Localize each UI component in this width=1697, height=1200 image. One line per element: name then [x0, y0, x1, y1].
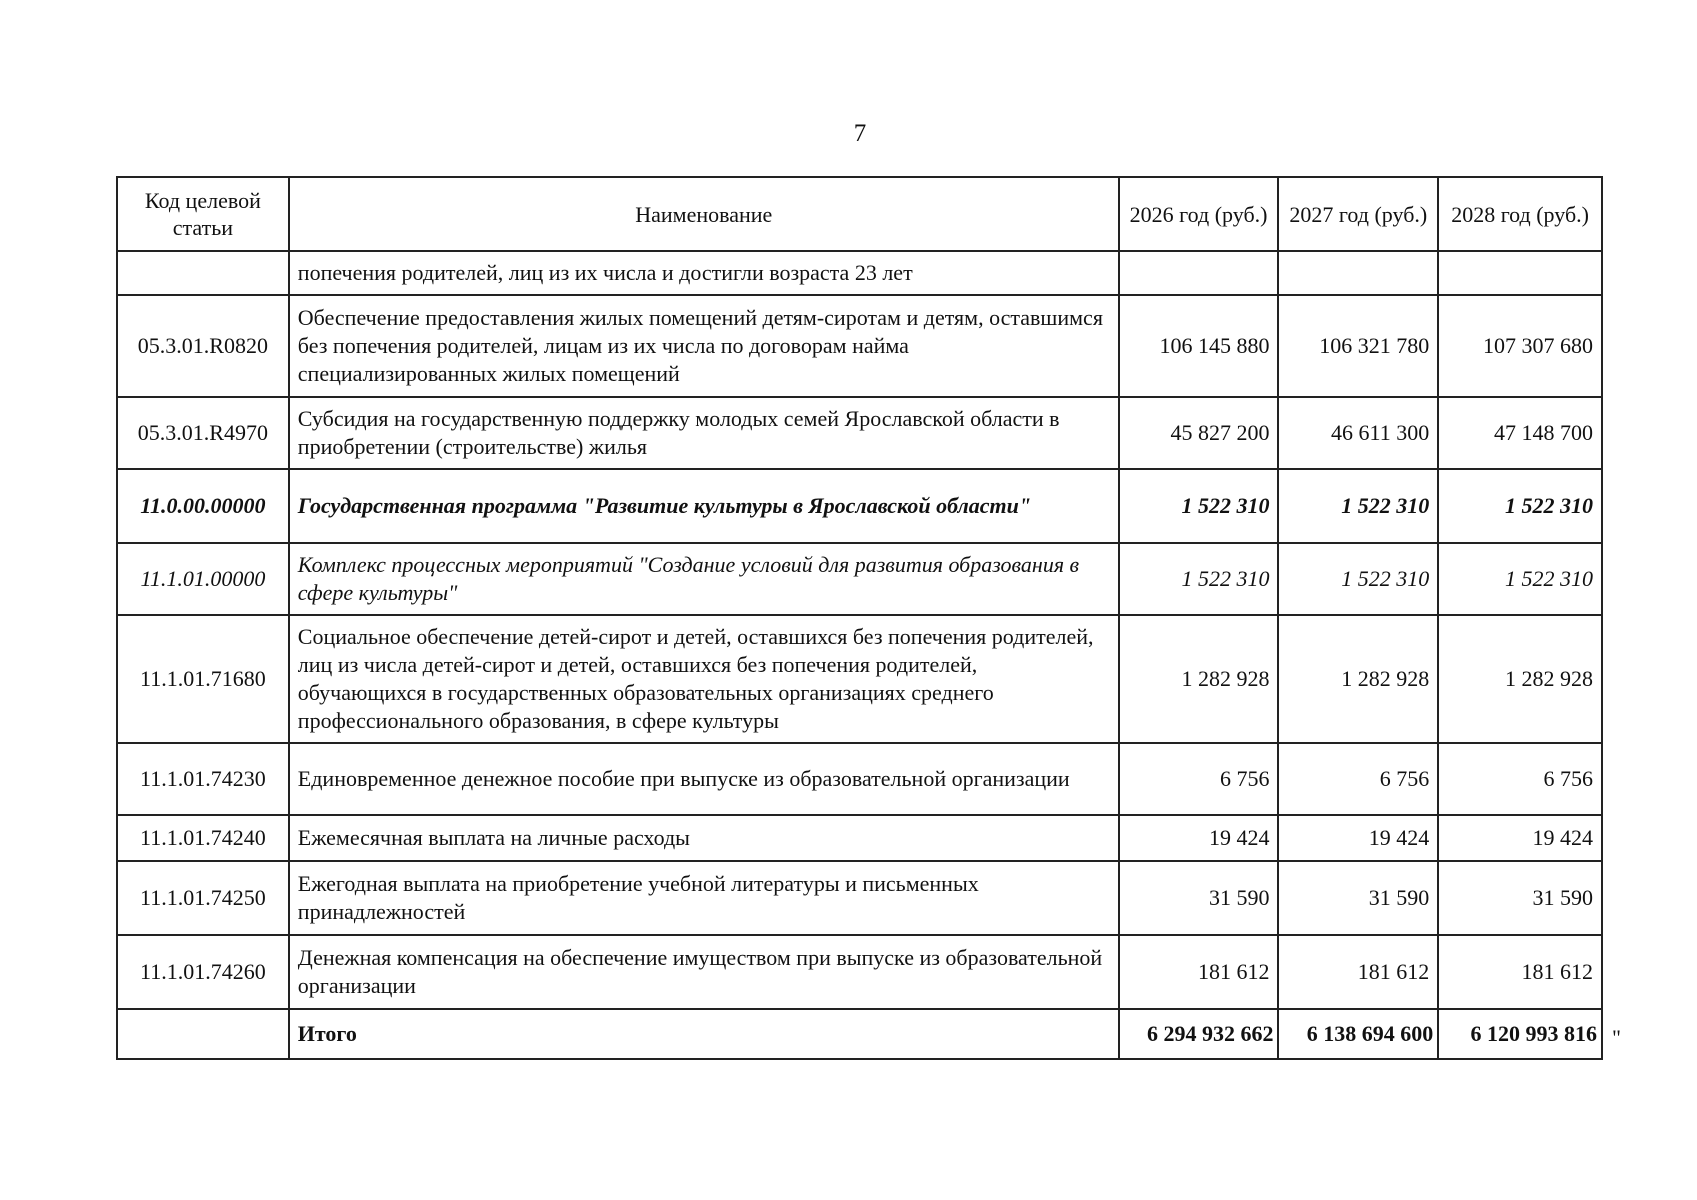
code-cell: 11.0.00.00000: [117, 469, 289, 543]
header-name: Наименование: [289, 177, 1119, 251]
value-2026: 181 612: [1119, 935, 1279, 1009]
name-cell: попечения родителей, лиц из их числа и достигли возраста 23 лет: [289, 251, 1119, 295]
value-2027: 31 590: [1278, 861, 1438, 935]
name-cell: Государственная программа "Развитие культуры в Ярославской области": [289, 469, 1119, 543]
value-2028: 181 612: [1438, 935, 1602, 1009]
name-cell: Социальное обеспечение детей-сирот и детей, оставшихся без попечения родителей, лиц из числа детей-сирот и детей, оставшихся без попечения родителей, обучающихся в государственных образовательных организациях среднего профессионального образования, в сфере культуры: [289, 615, 1119, 743]
header-2026: 2026 год (руб.): [1119, 177, 1279, 251]
page-number: 7: [853, 120, 867, 147]
total-2028: 6 120 993 816: [1438, 1009, 1602, 1059]
name-cell: Ежемесячная выплата на личные расходы: [289, 815, 1119, 861]
header-2027: 2027 год (руб.): [1278, 177, 1438, 251]
value-2027: 106 321 780: [1278, 295, 1438, 397]
table-row: [117, 397, 1602, 469]
value-2028: 19 424: [1438, 815, 1602, 861]
code-cell: 05.3.01.R4970: [117, 397, 289, 469]
value-2026: 1 282 928: [1119, 615, 1279, 743]
name-cell: Денежная компенсация на обеспечение имуществом при выпуске из образовательной организации: [289, 935, 1119, 1009]
value-2026: 31 590: [1119, 861, 1279, 935]
table-row: [117, 815, 1602, 861]
name-cell: Субсидия на государственную поддержку молодых семей Ярославской области в приобретении (строительстве) жилья: [289, 397, 1119, 469]
value-2027: 46 611 300: [1278, 397, 1438, 469]
table-row: [117, 469, 1602, 543]
value-2028: 107 307 680: [1438, 295, 1602, 397]
value-2027: 1 282 928: [1278, 615, 1438, 743]
value-2026: 19 424: [1119, 815, 1279, 861]
value-2027: 6 756: [1278, 743, 1438, 815]
table-row: [117, 295, 1602, 397]
value-2026: 6 756: [1119, 743, 1279, 815]
value-2026: [1119, 251, 1279, 295]
total-row: [117, 1009, 1602, 1059]
total-2027: 6 138 694 600: [1278, 1009, 1438, 1059]
code-cell: 11.1.01.74250: [117, 861, 289, 935]
table-row: [117, 615, 1602, 743]
header-2028: 2028 год (руб.): [1438, 177, 1602, 251]
value-2027: 1 522 310: [1278, 469, 1438, 543]
total-label: Итого: [289, 1009, 1119, 1059]
value-2028: 1 282 928: [1438, 615, 1602, 743]
table-row: [117, 743, 1602, 815]
code-cell: 11.1.01.71680: [117, 615, 289, 743]
total-2026: 6 294 932 662: [1119, 1009, 1279, 1059]
closing-quote-mark: ": [1612, 1025, 1621, 1050]
code-cell: 05.3.01.R0820: [117, 295, 289, 397]
header-code: Код целевой статьи: [117, 177, 289, 251]
code-cell: 11.1.01.74240: [117, 815, 289, 861]
code-cell: 11.1.01.74230: [117, 743, 289, 815]
name-cell: Единовременное денежное пособие при выпуске из образовательной организации: [289, 743, 1119, 815]
name-cell: Обеспечение предоставления жилых помещений детям-сиротам и детям, оставшимся без попечения родителей, лицам из их числа по договорам найма специализированных жилых помещений: [289, 295, 1119, 397]
code-cell: 11.1.01.74260: [117, 935, 289, 1009]
table-row: [117, 861, 1602, 935]
value-2026: 1 522 310: [1119, 469, 1279, 543]
value-2028: 6 756: [1438, 743, 1602, 815]
value-2028: 31 590: [1438, 861, 1602, 935]
table-body: [117, 251, 1602, 1059]
budget-table: [116, 176, 1603, 1060]
value-2026: 45 827 200: [1119, 397, 1279, 469]
value-2027: 1 522 310: [1278, 543, 1438, 615]
table-row: [117, 251, 1602, 295]
code-cell: 11.1.01.00000: [117, 543, 289, 615]
value-2027: 19 424: [1278, 815, 1438, 861]
value-2027: 181 612: [1278, 935, 1438, 1009]
value-2028: 1 522 310: [1438, 469, 1602, 543]
value-2027: [1278, 251, 1438, 295]
table-header: [117, 177, 1602, 251]
code-cell: [117, 251, 289, 295]
total-code-cell: [117, 1009, 289, 1059]
value-2028: 1 522 310: [1438, 543, 1602, 615]
name-cell: Ежегодная выплата на приобретение учебной литературы и письменных принадлежностей: [289, 861, 1119, 935]
value-2026: 106 145 880: [1119, 295, 1279, 397]
value-2028: [1438, 251, 1602, 295]
table-row: [117, 935, 1602, 1009]
table-row: [117, 543, 1602, 615]
value-2028: 47 148 700: [1438, 397, 1602, 469]
value-2026: 1 522 310: [1119, 543, 1279, 615]
name-cell: Комплекс процессных мероприятий "Создание условий для развития образования в сфере культуры": [289, 543, 1119, 615]
